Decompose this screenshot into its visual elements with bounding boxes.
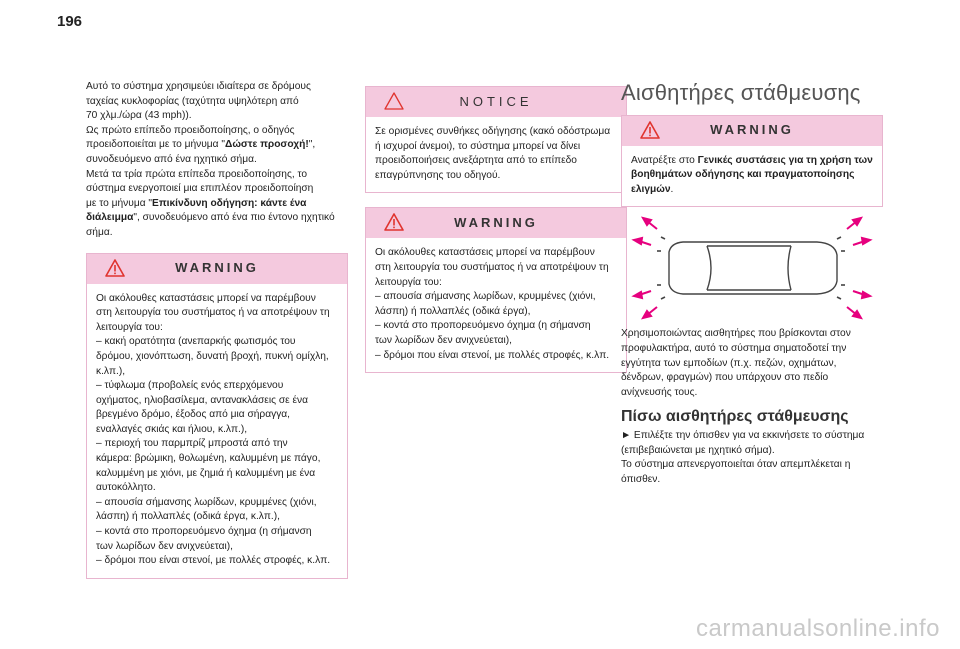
- text-line: προειδοποιήσεις ανεξάρτητα από το επίπεδο: [375, 155, 577, 167]
- text-line: δρόμου, χιονόπτωση, δυνατή βροχή, πυκνή ομίχλη,: [96, 350, 329, 362]
- text-line: – τύφλωμα (προβολείς ενός επερχόμενου: [96, 380, 284, 392]
- text-line: στη λειτουργία του συστήματος ή να αποτρέψουν τη: [96, 307, 330, 319]
- text-line: σήμα.: [86, 226, 113, 238]
- column-middle: [365, 86, 627, 373]
- text-line: ταχείας κυκλοφορίας (ταχύτητα υψηλότερη από: [86, 95, 299, 107]
- text-line: Αυτό το σύστημα χρησιμεύει ιδιαίτερα σε δρόμους: [86, 81, 311, 92]
- watermark: carmanualsonline.info: [696, 615, 940, 642]
- text-line: 70 χλμ./ώρα (43 mph)).: [86, 110, 192, 122]
- text-line: βρεγμένο δρόμο, έξοδος από μια σήραγγα,: [96, 409, 291, 421]
- text-line: λάσπη) ή πολλαπλές (οδικά έργα, κ.λπ.),: [96, 511, 280, 523]
- text-line: όπισθεν.: [621, 473, 661, 485]
- text-line: προφυλακτήρα, αυτό το σύστημα σηματοδοτεί την: [621, 342, 847, 354]
- warning-triangle-icon: [640, 121, 660, 139]
- text-fragment: ",: [308, 139, 316, 151]
- text-line: – δρόμοι που είναι στενοί, με πολλές στροφές, κ.λπ.: [96, 555, 331, 567]
- notice-box: [365, 86, 627, 193]
- text-line: οχήματος, ηλιοβασίλεμα, αντανακλάσεις σε ένα: [96, 394, 309, 406]
- text-line: κάμερα: βρώμικη, θολωμένη, καλυμμένη με πάγο,: [96, 453, 321, 465]
- text-line: εγγύτητα των εμποδίων (π.χ. πεζών, οχημάτων,: [621, 357, 837, 369]
- text-line: λάσπη) ή πολλαπλές (οδικά έργα),: [375, 305, 531, 317]
- warning-triangle-icon: [105, 259, 125, 277]
- warning-header: [87, 254, 347, 284]
- notice-triangle-icon: [384, 92, 404, 110]
- notice-header: [366, 87, 626, 117]
- text-line: Χρησιμοποιώντας αισθητήρες που βρίσκονται στον: [621, 328, 851, 340]
- text-line: λειτουργία του:: [375, 276, 442, 288]
- text-line: – κοντά στο προπορευόμενο όχημα (η σήμανση: [96, 526, 312, 538]
- message-text: διάλειμμα: [86, 212, 134, 224]
- section-title: Αισθητήρες στάθμευσης: [621, 80, 861, 105]
- text-line: σύστημα ενεργοποιεί μια επιπλέον προειδοποίηση: [86, 183, 314, 195]
- text-line: συνοδευόμενο από ένα ηχητικό σήμα.: [86, 153, 257, 165]
- text-line: Ως πρώτο επίπεδο προειδοποίησης, ο οδηγός: [86, 124, 295, 136]
- message-text: Επικίνδυνη οδήγηση: κάντε ένα: [152, 197, 307, 209]
- warning-header: [366, 208, 626, 238]
- text-line: ► Επιλέξτε την όπισθεν για να εκκινήσετε το σύστημα: [621, 429, 865, 441]
- text-fragment: προειδοποιείται με το μήνυμα ": [86, 139, 225, 151]
- text-line: καλυμμένη με χιόνι, με ζημιά ή καλυμμένη με ένα: [96, 467, 316, 479]
- text-line: των λωρίδων δεν ανιχνεύεται),: [96, 540, 233, 552]
- text-line: Το σύστημα απενεργοποιείται όταν απεμπλέκεται η: [621, 459, 851, 471]
- text-line: – κακή ορατότητα (ανεπαρκής φωτισμός του: [96, 336, 296, 348]
- text-fragment: Ανατρέξτε στο: [631, 154, 698, 166]
- notice-title: NOTICE: [459, 93, 533, 109]
- text-line: δένδρων, φραγμών) που υπάρχουν στο πεδίο: [621, 372, 829, 384]
- warning-triangle-icon: [384, 213, 404, 231]
- warning-box: [621, 115, 883, 208]
- text-line: στη λειτουργία του συστήματος ή να αποτρέψουν τη: [375, 261, 609, 273]
- warning-title: WARNING: [454, 215, 538, 231]
- text-line: επαγρύπνησης του οδηγού.: [375, 169, 501, 181]
- cross-reference: Γενικές συστάσεις για τη χρήση των βοηθημάτων οδήγησης και πραγματοποίησης ελιγμών: [631, 154, 873, 195]
- text-line: Σε ορισμένες συνθήκες οδήγησης (κακό οδόστρωμα: [375, 126, 611, 137]
- column-left: [86, 80, 348, 579]
- text-line: Μετά τα τρία πρώτα επίπεδα προειδοποίησης, το: [86, 168, 308, 180]
- warning-body: [622, 146, 882, 207]
- message-text: Δώστε προσοχή!: [225, 139, 309, 151]
- text-fragment: .: [670, 183, 674, 195]
- text-line: ή ισχυροί άνεμοι), το σύστημα μπορεί να δίνει: [375, 140, 581, 152]
- text-line: – κοντά στο προπορευόμενο όχημα (η σήμανση: [375, 320, 591, 332]
- extra-warning-paragraph: [86, 168, 348, 241]
- text-line: των λωρίδων δεν ανιχνεύεται),: [375, 334, 512, 346]
- warning-body: [87, 284, 347, 578]
- warning-title: WARNING: [710, 122, 794, 138]
- notice-body: [366, 117, 626, 192]
- text-line: Οι ακόλουθες καταστάσεις μπορεί να παρέμβουν: [375, 247, 595, 259]
- parking-sensors-diagram: [621, 215, 883, 321]
- warning-box: [86, 253, 348, 579]
- text-line: – απουσία σήμανσης λωρίδων, κρυμμένες (χιόνι,: [96, 496, 317, 508]
- text-line: αυτοκόλλητο.: [96, 482, 156, 494]
- car-outline-icon: [669, 242, 837, 294]
- rear-sensors-text: [621, 429, 883, 487]
- warning-title: WARNING: [175, 260, 259, 276]
- page-number: 196: [57, 13, 83, 30]
- text-fragment: με το μήνυμα ": [86, 197, 153, 209]
- text-line: (επιβεβαιώνεται με ηχητικό σήμα).: [621, 444, 775, 456]
- warning-body: [366, 238, 626, 372]
- rear-sensors-title: Πίσω αισθητήρες στάθμευσης: [621, 408, 849, 426]
- warning-header: [622, 116, 882, 146]
- first-level-paragraph: [86, 124, 348, 168]
- text-line: ανίχνευσής τους.: [621, 386, 698, 398]
- text-line: κ.λπ.),: [96, 365, 126, 377]
- text-line: λειτουργία του:: [96, 321, 163, 333]
- text-line: εναλλαγές σκιάς και ήλιου, κ.λπ.),: [96, 423, 248, 435]
- text-line: – απουσία σήμανσης λωρίδων, κρυμμένες (χιόνι,: [375, 291, 596, 303]
- intro-paragraph: [86, 80, 348, 124]
- text-line: Οι ακόλουθες καταστάσεις μπορεί να παρέμβουν: [96, 292, 316, 304]
- text-line: – δρόμοι που είναι στενοί, με πολλές στροφές, κ.λπ.: [375, 349, 610, 361]
- column-right: [621, 80, 883, 487]
- sensors-description: [621, 327, 883, 400]
- text-fragment: ", συνοδευόμενο από ένα πιο έντονο ηχητικό: [133, 212, 335, 224]
- warning-box: [365, 207, 627, 373]
- text-line: – περιοχή του παρμπρίζ μπροστά από την: [96, 438, 288, 450]
